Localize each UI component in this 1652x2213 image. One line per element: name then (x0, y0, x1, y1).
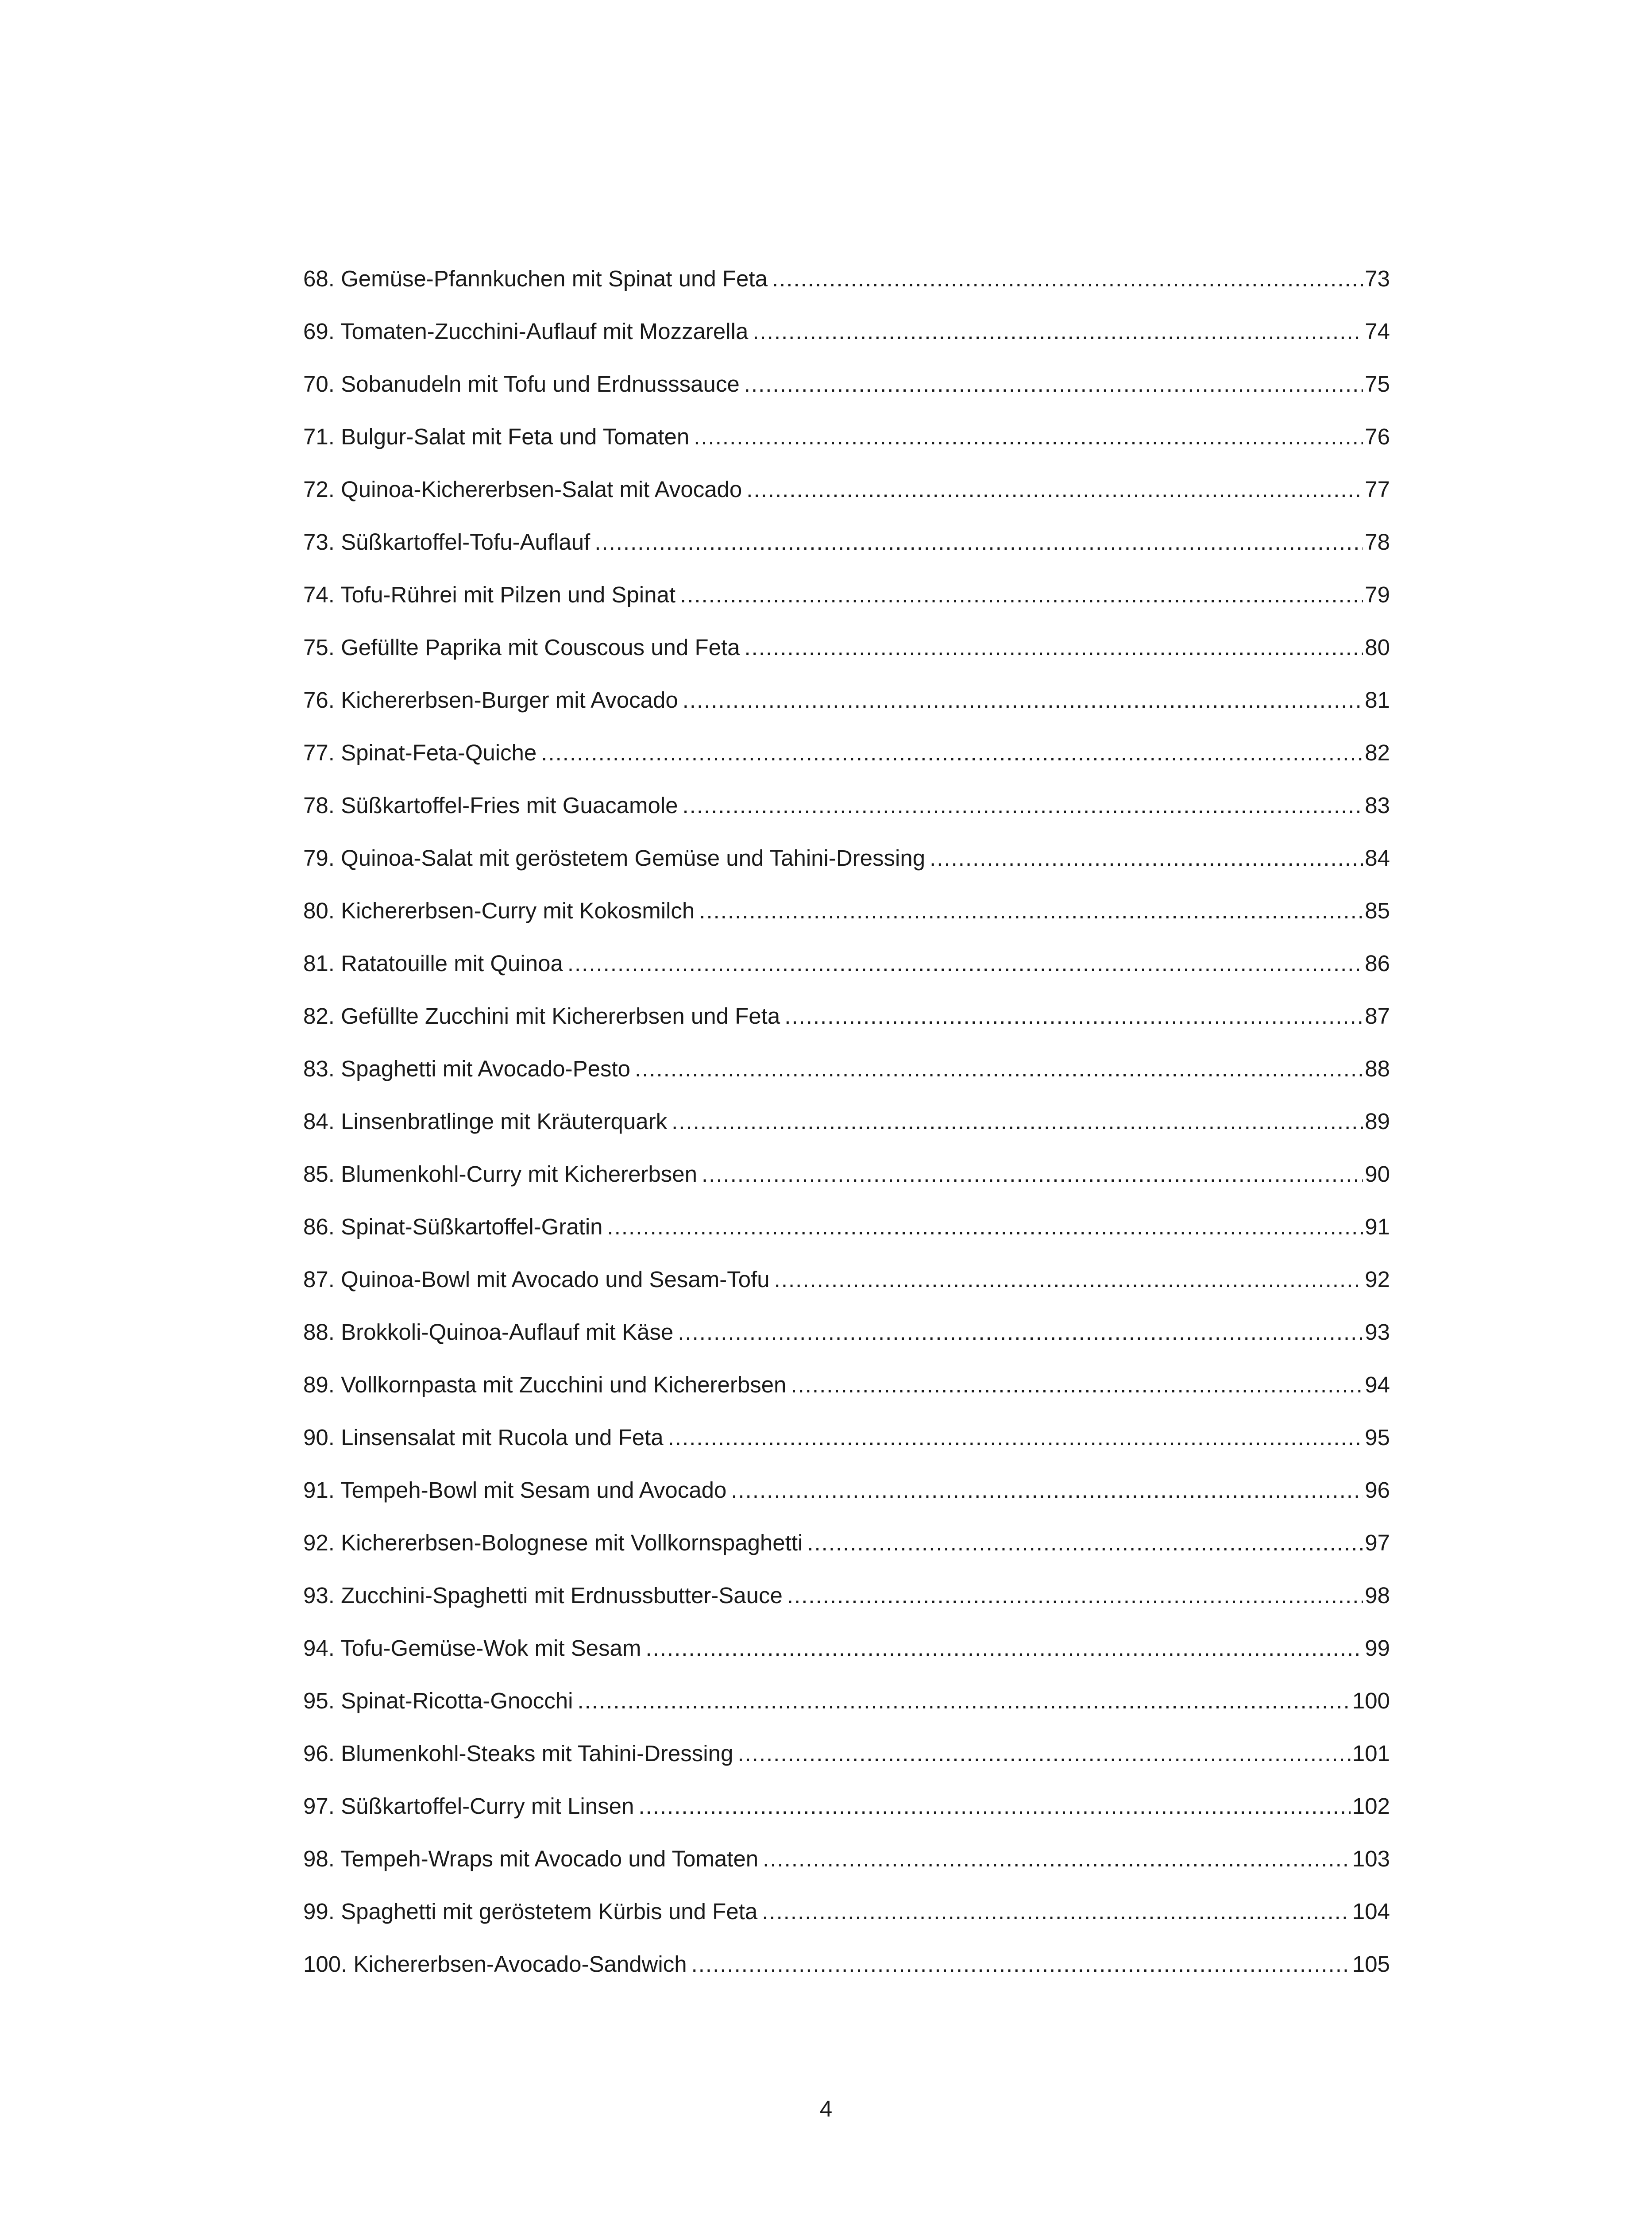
toc-entry-title: 68. Gemüse-Pfannkuchen mit Spinat und Feta (303, 266, 768, 291)
toc-entry-title: 91. Tempeh-Bowl mit Sesam und Avocado (303, 1477, 727, 1503)
toc-entry-page: 98 (1365, 1583, 1390, 1608)
toc-entry-page: 96 (1365, 1477, 1390, 1503)
toc-entry-title: 100. Kichererbsen-Avocado-Sandwich (303, 1951, 687, 1977)
toc-entry-title: 81. Ratatouille mit Quinoa (303, 951, 563, 976)
toc-dot-leader (607, 1209, 1363, 1245)
toc-entry-page: 100 (1352, 1688, 1390, 1713)
toc-entry[interactable] (303, 946, 1390, 999)
toc-entry[interactable] (303, 1473, 1390, 1525)
toc-dot-leader (680, 577, 1363, 613)
toc-entry-page: 77 (1365, 477, 1390, 502)
toc-entry-page: 79 (1365, 582, 1390, 607)
toc-entry-page: 99 (1365, 1635, 1390, 1661)
toc-entry-page: 88 (1365, 1056, 1390, 1081)
toc-entry[interactable] (303, 1947, 1390, 1999)
toc-entry[interactable] (303, 577, 1390, 630)
toc-dot-leader (683, 682, 1363, 718)
toc-entry[interactable] (303, 630, 1390, 682)
toc-entry[interactable] (303, 1525, 1390, 1578)
toc-entry-title: 70. Sobanudeln mit Tofu und Erdnusssauce (303, 371, 740, 397)
toc-entry-page: 93 (1365, 1319, 1390, 1345)
toc-entry-page: 102 (1352, 1793, 1390, 1819)
toc-dot-leader (784, 999, 1363, 1034)
toc-dot-leader (731, 1473, 1363, 1508)
toc-entry-title: 88. Brokkoli-Quinoa-Auflauf mit Käse (303, 1319, 674, 1345)
toc-entry-title: 85. Blumenkohl-Curry mit Kichererbsen (303, 1161, 698, 1187)
toc-entry-page: 89 (1365, 1109, 1390, 1134)
toc-entry-page: 75 (1365, 371, 1390, 397)
toc-dot-leader (753, 314, 1363, 349)
toc-dot-leader (541, 735, 1363, 771)
toc-entry-title: 94. Tofu-Gemüse-Wok mit Sesam (303, 1635, 641, 1661)
toc-dot-leader (744, 366, 1363, 402)
toc-entry-page: 95 (1365, 1425, 1390, 1450)
toc-entry-page: 76 (1365, 424, 1390, 449)
toc-entry-page: 85 (1365, 898, 1390, 923)
toc-entry[interactable] (303, 999, 1390, 1051)
toc-entry[interactable] (303, 1736, 1390, 1789)
toc-dot-leader (807, 1525, 1363, 1561)
toc-dot-leader (668, 1420, 1363, 1455)
toc-entry-title: 90. Linsensalat mit Rucola und Feta (303, 1425, 664, 1450)
toc-entry[interactable] (303, 1894, 1390, 1947)
toc-entry-page: 82 (1365, 740, 1390, 765)
toc-entry-page: 90 (1365, 1161, 1390, 1187)
toc-dot-leader (638, 1789, 1351, 1824)
toc-entry[interactable] (303, 472, 1390, 524)
toc-entry-page: 105 (1352, 1951, 1390, 1977)
toc-dot-leader (694, 419, 1363, 455)
toc-dot-leader (567, 946, 1363, 981)
toc-dot-leader (737, 1736, 1351, 1771)
toc-entry-title: 78. Süßkartoffel-Fries mit Guacamole (303, 793, 678, 818)
toc-entry-title: 80. Kichererbsen-Curry mit Kokosmilch (303, 898, 695, 923)
toc-entry-title: 89. Vollkornpasta mit Zucchini und Kichererbsen (303, 1372, 787, 1397)
toc-entry-title: 69. Tomaten-Zucchini-Auflauf mit Mozzarella (303, 319, 749, 344)
toc-dot-leader (702, 1157, 1363, 1192)
toc-dot-leader (763, 1841, 1351, 1877)
toc-dot-leader (635, 1051, 1363, 1087)
toc-entry-title: 99. Spaghetti mit geröstetem Kürbis und Feta (303, 1899, 758, 1924)
toc-dot-leader (577, 1683, 1350, 1719)
toc-entry[interactable] (303, 1051, 1390, 1104)
page-number: 4 (819, 2096, 833, 2121)
toc-entry[interactable] (303, 1683, 1390, 1736)
toc-entry-page: 97 (1365, 1530, 1390, 1555)
toc-entry-page: 80 (1365, 635, 1390, 660)
toc-dot-leader (745, 630, 1363, 665)
toc-entry-title: 76. Kichererbsen-Burger mit Avocado (303, 687, 678, 713)
toc-entry[interactable] (303, 1315, 1390, 1367)
toc-entry[interactable] (303, 524, 1390, 577)
toc-dot-leader (762, 1894, 1351, 1929)
toc-entry-page: 87 (1365, 1003, 1390, 1029)
toc-entry[interactable] (303, 682, 1390, 735)
toc-entry-page: 83 (1365, 793, 1390, 818)
toc-entry-title: 72. Quinoa-Kichererbsen-Salat mit Avocado (303, 477, 742, 502)
toc-entry-title: 97. Süßkartoffel-Curry mit Linsen (303, 1793, 634, 1819)
toc-entry-title: 74. Tofu-Rührei mit Pilzen und Spinat (303, 582, 676, 607)
toc-dot-leader (672, 1104, 1363, 1139)
toc-entry[interactable] (303, 261, 1390, 314)
toc-entry-title: 77. Spinat-Feta-Quiche (303, 740, 537, 765)
toc-entry[interactable] (303, 735, 1390, 788)
toc-entry-page: 86 (1365, 951, 1390, 976)
toc-entry-title: 87. Quinoa-Bowl mit Avocado und Sesam-Tofu (303, 1267, 770, 1292)
toc-entry[interactable] (303, 1789, 1390, 1841)
toc-entry-page: 74 (1365, 319, 1390, 344)
toc-entry-title: 79. Quinoa-Salat mit geröstetem Gemüse und Tahini-Dressing (303, 845, 926, 871)
toc-entry-title: 96. Blumenkohl-Steaks mit Tahini-Dressing (303, 1741, 733, 1766)
toc-dot-leader (774, 1262, 1363, 1297)
toc-entry-title: 93. Zucchini-Spaghetti mit Erdnussbutter-Sauce (303, 1583, 783, 1608)
toc-entry[interactable] (303, 314, 1390, 366)
toc-dot-leader (791, 1367, 1363, 1403)
toc-entry-page: 91 (1365, 1214, 1390, 1239)
toc-entry-page: 81 (1365, 687, 1390, 713)
toc-entry[interactable] (303, 1578, 1390, 1631)
toc-entry[interactable] (303, 893, 1390, 946)
toc-dot-leader (645, 1631, 1363, 1666)
toc-entry-page: 73 (1365, 266, 1390, 291)
toc-entry-page: 104 (1352, 1899, 1390, 1924)
toc-entry-title: 92. Kichererbsen-Bolognese mit Vollkornspaghetti (303, 1530, 803, 1555)
toc-dot-leader (699, 893, 1363, 929)
toc-dot-leader (683, 788, 1363, 823)
toc-dot-leader (787, 1578, 1363, 1613)
table-of-contents (303, 261, 1390, 1999)
toc-entry-title: 73. Süßkartoffel-Tofu-Auflauf (303, 529, 591, 555)
toc-dot-leader (594, 524, 1363, 560)
toc-entry-page: 78 (1365, 529, 1390, 555)
toc-entry[interactable] (303, 1367, 1390, 1420)
toc-entry[interactable] (303, 419, 1390, 472)
toc-entry-title: 95. Spinat-Ricotta-Gnocchi (303, 1688, 573, 1713)
toc-entry[interactable] (303, 1104, 1390, 1157)
toc-entry-title: 84. Linsenbratlinge mit Kräuterquark (303, 1109, 668, 1134)
toc-entry-title: 71. Bulgur-Salat mit Feta und Tomaten (303, 424, 690, 449)
toc-entry[interactable] (303, 1420, 1390, 1473)
toc-entry[interactable] (303, 1157, 1390, 1209)
toc-entry-page: 92 (1365, 1267, 1390, 1292)
toc-dot-leader (691, 1947, 1351, 1982)
toc-dot-leader (930, 840, 1363, 876)
toc-dot-leader (678, 1315, 1363, 1350)
toc-entry[interactable] (303, 366, 1390, 419)
toc-entry-title: 83. Spaghetti mit Avocado-Pesto (303, 1056, 631, 1081)
toc-dot-leader (746, 472, 1363, 507)
toc-entry-title: 75. Gefüllte Paprika mit Couscous und Feta (303, 635, 740, 660)
toc-entry-page: 101 (1352, 1741, 1390, 1766)
toc-dot-leader (772, 261, 1363, 297)
toc-entry-title: 86. Spinat-Süßkartoffel-Gratin (303, 1214, 603, 1239)
toc-entry-title: 98. Tempeh-Wraps mit Avocado und Tomaten (303, 1846, 759, 1871)
toc-entry[interactable] (303, 1841, 1390, 1894)
toc-entry-page: 84 (1365, 845, 1390, 871)
toc-entry-page: 103 (1352, 1846, 1390, 1871)
toc-entry[interactable] (303, 1631, 1390, 1683)
toc-entry-page: 94 (1365, 1372, 1390, 1397)
toc-entry[interactable] (303, 788, 1390, 840)
toc-entry-title: 82. Gefüllte Zucchini mit Kichererbsen und Feta (303, 1003, 780, 1029)
toc-entry[interactable] (303, 840, 1390, 893)
toc-entry[interactable] (303, 1262, 1390, 1315)
toc-entry[interactable] (303, 1209, 1390, 1262)
